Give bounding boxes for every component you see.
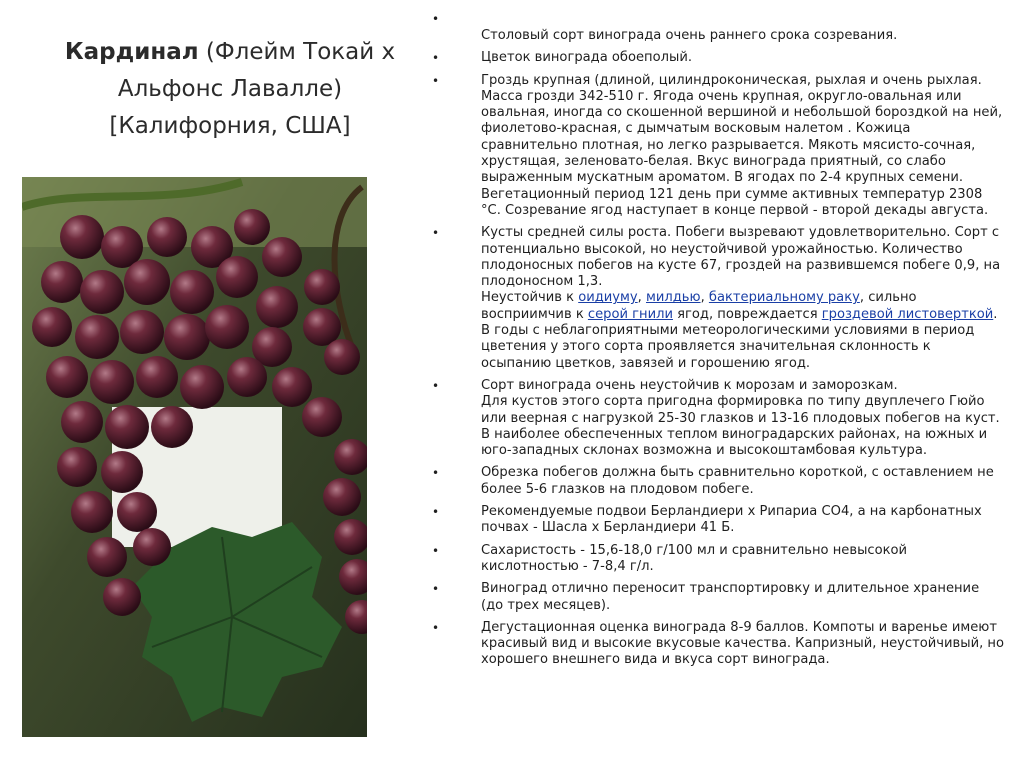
item-paragraph [481,290,1004,323]
grape-berry [60,215,104,259]
grape-berry [87,537,127,577]
grape-berry [71,491,113,533]
item-text: ягод, повреждается [672,306,822,322]
bullet-marker: • [432,378,440,393]
description-item [432,73,1004,220]
bullet-marker: • [432,543,440,558]
grape-berry [46,356,88,398]
item-text: Вегетационный период 121 день при сумме активных температур 2308 °С. Созревание ягод наступает в конце первой - второй декады августа. [481,186,989,218]
item-text: Рекомендуемые подвои Берландиери х Рипариа СО4, а на карбонатных почвах - Шасла х Берландиери 41 Б. [481,504,982,536]
item-paragraph [481,394,1004,459]
item-paragraph [481,28,1004,44]
description-item [432,620,1004,669]
item-paragraph [481,581,1004,614]
bullet-marker: • [432,505,440,520]
item-text: , сильно восприимчив к [481,290,917,322]
disease-link[interactable]: серой гнили [587,306,673,322]
grape-berry [136,356,178,398]
disease-link[interactable]: гроздевой листоверткой [821,306,994,322]
page-title [40,34,420,145]
grape-berry [216,256,258,298]
grape-berry [105,405,149,449]
description-item [432,543,1004,576]
item-paragraph [481,620,1004,669]
grape-berry [256,286,298,328]
description-item [432,28,1004,44]
item-paragraph [481,73,1004,187]
grape-berry [304,269,340,305]
grape-illustration [22,177,367,737]
title-bold: Кардинал [64,39,199,65]
bullet-marker: • [432,226,440,241]
grape-berry [90,360,134,404]
grape-berry [61,401,103,443]
bullet-marker: • [432,73,440,88]
disease-link[interactable]: милдью [646,290,701,306]
description-item [432,378,1004,459]
item-text: . [993,306,998,322]
grape-berry [103,578,141,616]
disease-link[interactable]: оидиуму [578,290,638,306]
bullet-marker: • [432,466,440,481]
item-text: Кусты средней силы роста. Побеги вызревают удовлетворительно. Сорт с потенциально высокой, но неустойчивой урожайностью. Количество плодоносных побегов на кусте 67, гроздей на развившемся побеге 0,9, на плодоносном 1,3. [481,225,1001,290]
grape-berry [227,357,267,397]
grape-berry [323,478,361,516]
item-text: Столовый сорт винограда очень раннего срока созревания. [481,28,898,43]
grape-berry [120,310,164,354]
grape-berry [32,307,72,347]
grape-berry [75,315,119,359]
item-paragraph [481,378,1004,394]
item-paragraph [481,187,1004,220]
grape-berry [170,270,214,314]
description-item [432,225,1004,372]
item-text: Сорт винограда очень неустойчив к морозам и заморозкам. [481,377,898,393]
item-text: Виноград отлично переносит транспортировку и длительное хранение (до трех месяцев). [481,581,980,613]
grape-berry [164,314,210,360]
item-text: Сахаристость - 15,6-18,0 г/100 мл и сравнительно невысокой кислотностью - 7-8,4 г/л. [481,542,908,574]
grape-berry [205,305,249,349]
description-list [432,28,1004,669]
item-paragraph [481,504,1004,537]
item-paragraph [481,225,1004,290]
grape-berry [302,397,342,437]
item-text: Гроздь крупная (длиной, цилиндроконическая, рыхлая и очень рыхлая. Масса грозди 342-510 г. Ягода очень крупная, округло-овальная или овальная, иногда со скошенной вершиной и небольшой бороздкой на ней, фиолетово-красная, с дымчатым восковым налетом . Кожица сравнительно плотная, но легко разрывается. Мякоть мясисто-сочная, хрустящая, зеленовато-белая. Вкус винограда приятный, со слабо выраженным мускатным ароматом. В ягодах по 2-4 крупных семени. [481,72,1003,186]
item-text: Неустойчив к [481,290,579,306]
grape-photo [22,177,367,737]
item-paragraph [481,50,1004,66]
grape-berry [124,259,170,305]
bullet-marker: • [432,582,440,597]
grape-berry [41,261,83,303]
grape-berry [101,451,143,493]
bullet-marker: • [432,51,440,66]
description-item [432,50,1004,66]
item-text: В годы с неблагоприятными метеорологическими условиями в период цветения у этого сорта проявляется значительная склонность к осыпанию цветков, завязей и горошению ягод. [481,323,975,371]
grape-berry [147,217,187,257]
item-paragraph [481,465,1004,498]
item-text: Цветок винограда обоеполый. [481,50,693,66]
item-text: Обрезка побегов должна быть сравнительно короткой, с оставлением не более 5-6 глазков на плодовом побеге. [481,465,994,497]
grape-berry [117,492,157,532]
grape-berry [80,270,124,314]
item-text: , [637,290,646,306]
item-paragraph [481,543,1004,576]
grape-berry [324,339,360,375]
description-column [432,14,1004,675]
description-item [432,504,1004,537]
grape-berry [133,528,171,566]
grape-berry [180,365,224,409]
grape-berry [151,406,193,448]
grape-berry [57,447,97,487]
item-paragraph [481,323,1004,372]
description-item [432,465,1004,498]
title-rest: (Флейм Токай х Альфонс Лавалле) [Калифорния, США] [109,39,396,139]
grape-berry [262,237,302,277]
grape-berry [234,209,270,245]
item-text: Для кустов этого сорта пригодна формировка по типу двуплечего Гюйо или веерная с нагрузкой 25-30 глазков и 13-16 плодовых побегов на куст. В наиболее обеспеченных теплом виноградарских районах, на южных и юго-западных склонах возможна и высокоштамбовая культура. [481,394,1000,459]
bullet-marker: • [432,620,440,635]
orphan-bullet: • [432,12,440,26]
grape-berry [272,367,312,407]
description-item [432,581,1004,614]
item-text: Дегустационная оценка винограда 8-9 баллов. Компоты и варенье имеют красивый вид и высокие вкусовые качества. Капризный, неустойчивый, но хорошего внешнего вида и вкуса сорт винограда. [481,619,1004,668]
disease-link[interactable]: бактериальному раку [708,290,860,306]
item-text: , [700,290,709,306]
